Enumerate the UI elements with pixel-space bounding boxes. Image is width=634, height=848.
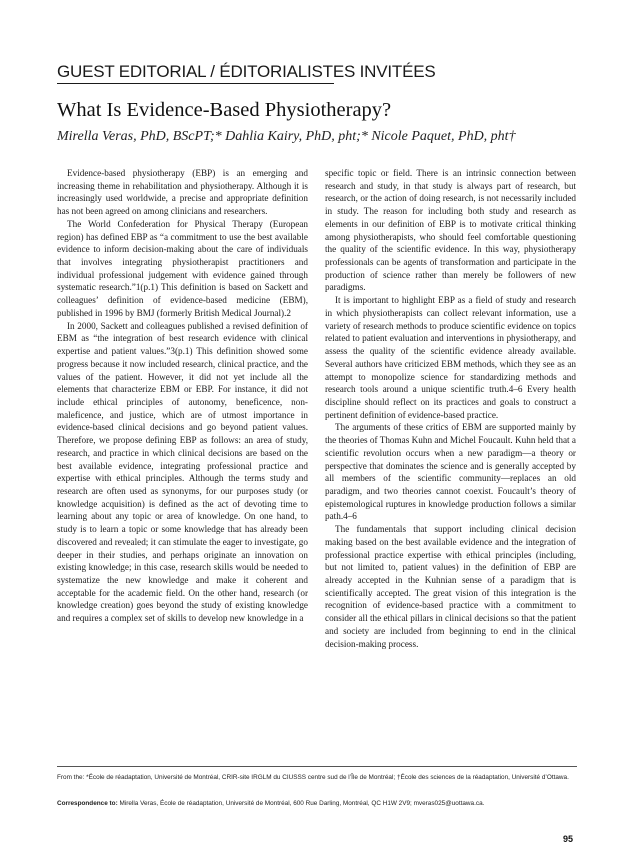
affiliation-label: From the:: [57, 774, 85, 781]
correspondence-footnote: [57, 798, 577, 809]
paragraph: specific topic or field. There is an intrinsic connection between research and study, in that study is always part of research, but research, or the action of doing research, is not necessarily included in study. The reason for including both study and research as elements in our definition of EBP is to motivate critical thinking among physiotherapists, who should feel comfortable questioning the quality of the scientific evidence. In this way, physiotherapy professionals can be agents of transformation and participate in the production of science rather than merely be followers of new paradigms.: [325, 168, 576, 293]
paragraph: Evidence-based physiotherapy (EBP) is an emerging and increasing theme in rehabilitation and physiotherapy. Although it is increasingly used worldwide, a precise and appropriate definition has not been agreed on among clinicians and researchers.: [57, 168, 308, 217]
affiliation-footnote: [57, 772, 577, 783]
page-number: 95: [563, 834, 574, 844]
affiliation-text: *École de réadaptation, Université de Montréal, CRIR-site IRGLM du CIUSSS centre sud de l’Île de Montréal; †École des sciences de la réadaptation, Université d’Ottawa.: [86, 774, 569, 781]
body-column-left: [57, 167, 308, 625]
article-title: What Is Evidence-Based Physiotherapy?: [57, 99, 392, 121]
paragraph: The fundamentals that support including clinical decision making based on the best available evidence and the integration of professional practice expertise with ethical principles (including, but not limited to, patient values) in the definition of EBP are already accepted in the Kuhnian sense of a paradigm that is scientifically accepted. The great vision of this integration is the recognition of evidence-based practice with a commitment to consider all the ethical pillars in clinical decisions so that the patient and society are included from beginning to end in the clinical decision-making process.: [325, 524, 576, 649]
footnote-divider: [57, 766, 577, 767]
correspondence-label: Correspondence to:: [57, 800, 118, 807]
article-authors: Mirella Veras, PhD, BScPT;* Dahlia Kairy, PhD, pht;* Nicole Paquet, PhD, pht†: [57, 129, 516, 144]
paragraph: In 2000, Sackett and colleagues published a revised definition of EBM as “the integration of best research evidence with clinical expertise and patient values.”3(p.1) This definition showed some progress because it now included research, clinical practice, and the values of the patient. However, it did not yet include all the elements that characterize EBM or EBP. For instance, it did not include ethical principles of autonomy, beneficence, non-maleficence, and justice, which are of utmost importance in evidence-based clinical decisions and go beyond patient values. Therefore, we propose defining EBP as follows: an area of study, research, and practice in which clinical decisions are based on the best available evidence, integrating professional practice and expertise with ethical principles. Although the terms study and research are often used as synonyms, for our purposes study (or knowledge acquisition) is defined as the act of devoting time to learning about any topic or area of knowledge. On one hand, to study is to learn a topic or some knowledge that has already been discovered and revealed; it can stimulate the eager to investigate, go deeper in their studies, and perhaps originate an innovation on existing knowledge; in this case, research skills would be needed to systematize the new knowledge and make it coherent and acceptable for the academic field. On the other hand, research (or knowledge creation) goes beyond the study of existing knowledge and requires a complex set of skills to develop new knowledge in a: [57, 320, 308, 624]
paragraph: The arguments of these critics of EBM are supported mainly by the theories of Thomas Kuhn and Michel Foucault. Kuhn held that a scientific revolution occurs when a new paradigm—a theory or perspective that dominates the science and is generally accepted by all members of the scientific community—replaces an old paradigm, and two theories cannot coexist. Foucault’s theory of epistemological ruptures in knowledge production follows a similar path.4–6: [325, 422, 576, 522]
paragraph: It is important to highlight EBP as a field of study and research in which physiotherapists can collect relevant information, use a variety of research methods to produce scientific evidence on topics related to patient evaluation and interventions in physiotherapy, and assess the quality of the scientific evidence already available. Several authors have criticized EBM methods, which they see as an attempt to monopolize science for standardizing methods and research tools around a unique scientific truth.4–6 Every health discipline should reflect on its practices and goals to construct a pertinent definition of evidence-based practice.: [325, 295, 576, 420]
section-label: GUEST EDITORIAL / ÉDITORIALISTES INVITÉES: [57, 62, 436, 81]
paragraph: The World Confederation for Physical Therapy (European region) has defined EBP as “a commitment to use the best available evidence to inform decision-making about the care of individuals that involves integrating physiotherapist practitioners and individual professional judgement with evidence gained through systematic research.”1(p.1) This definition is based on Sackett and colleagues’ definition of evidence-based medicine (EBM), published in 1996 by BMJ (formerly British Medical Journal).2: [57, 218, 308, 318]
section-divider: [57, 83, 334, 84]
correspondence-text: Mirella Veras, École de réadaptation, Université de Montréal, 600 Rue Darling, Montréal, QC H1W 2V9; mveras025@uottawa.ca.: [119, 800, 485, 807]
body-column-right: [325, 167, 576, 650]
